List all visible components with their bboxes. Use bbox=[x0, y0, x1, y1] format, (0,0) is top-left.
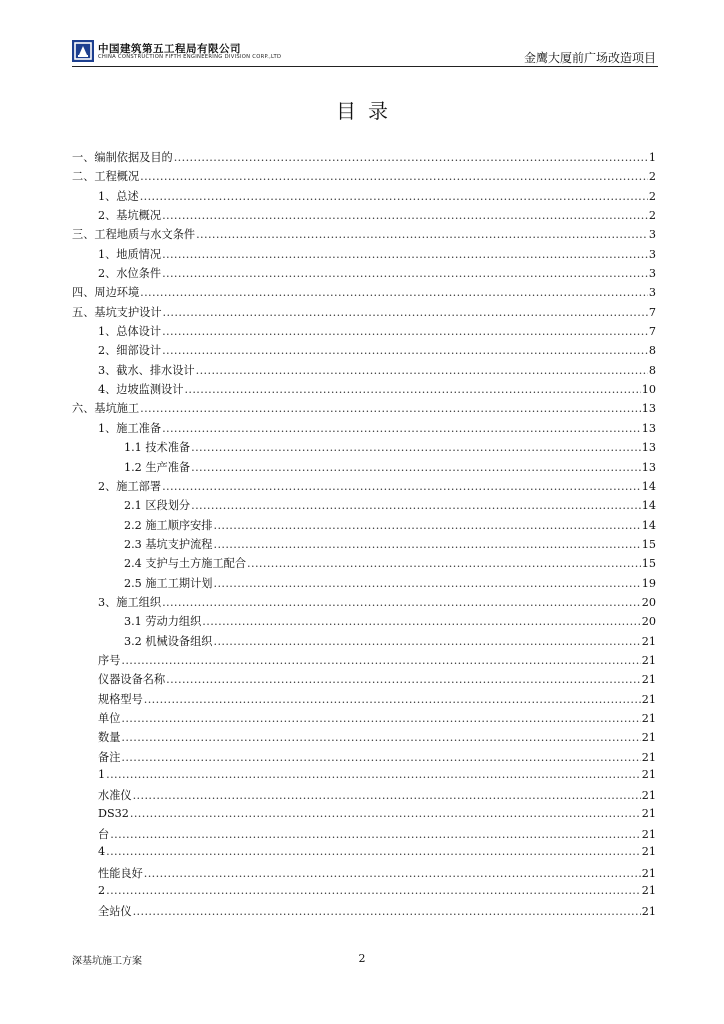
footer-doc-title: 深基坑施工方案 bbox=[72, 956, 142, 967]
toc-entry-text: 台 bbox=[98, 828, 110, 842]
toc-entry-page: 13 bbox=[641, 402, 656, 416]
toc-entry-page: 13 bbox=[641, 421, 656, 435]
toc-entry-page: 21 bbox=[641, 731, 656, 745]
toc-entry[interactable] bbox=[72, 729, 656, 748]
toc-dot-leader bbox=[191, 461, 641, 474]
toc-dot-leader bbox=[191, 499, 641, 512]
toc-entry-text: 备注 bbox=[98, 750, 121, 764]
toc-dot-leader bbox=[196, 228, 648, 241]
toc-entry-page: 13 bbox=[641, 460, 656, 474]
toc-entry-page: 2 bbox=[648, 170, 656, 184]
toc-entry[interactable] bbox=[72, 149, 656, 168]
toc-entry[interactable] bbox=[72, 323, 656, 342]
toc-entry-text: 1.1 技术准备 bbox=[124, 441, 191, 455]
toc-entry-text: 仪器设备名称 bbox=[98, 673, 166, 687]
toc-entry-text: 单位 bbox=[98, 711, 121, 725]
toc-dot-leader bbox=[121, 654, 640, 667]
toc-dot-leader bbox=[130, 807, 641, 820]
toc-entry-text: 1、地质情况 bbox=[98, 247, 162, 261]
toc-entry[interactable] bbox=[72, 517, 656, 536]
toc-dot-leader bbox=[213, 538, 640, 551]
toc-dot-leader bbox=[121, 751, 640, 764]
toc-entry-text: 四、周边环境 bbox=[72, 286, 140, 300]
toc-entry-page: 10 bbox=[641, 383, 656, 397]
toc-dot-leader bbox=[163, 306, 648, 319]
toc-entry-text: 2、基坑概况 bbox=[98, 209, 162, 223]
toc-entry[interactable] bbox=[72, 903, 656, 922]
company-name-en: CHINA CONSTRUCTION FIFTH ENGINEERING DIVISION CORP.,LTD bbox=[98, 54, 282, 60]
toc-entry-page: 21 bbox=[641, 692, 656, 706]
toc-entry-text: 2.4 支护与土方施工配合 bbox=[124, 557, 247, 571]
toc-entry[interactable] bbox=[72, 710, 656, 729]
table-of-contents bbox=[72, 149, 656, 923]
toc-entry-page: 7 bbox=[648, 305, 656, 319]
toc-dot-leader bbox=[162, 248, 648, 261]
toc-entry[interactable] bbox=[72, 342, 656, 361]
toc-entry[interactable] bbox=[72, 768, 656, 787]
toc-entry-text: 1.2 生产准备 bbox=[124, 460, 191, 474]
toc-entry[interactable] bbox=[72, 439, 656, 458]
toc-entry-text: 2、施工部署 bbox=[98, 479, 162, 493]
toc-dot-leader bbox=[202, 615, 640, 628]
toc-dot-leader bbox=[162, 209, 648, 222]
toc-dot-leader bbox=[140, 190, 648, 203]
toc-entry[interactable] bbox=[72, 749, 656, 768]
toc-entry[interactable] bbox=[72, 652, 656, 671]
toc-entry-text: 一、编制依据及目的 bbox=[72, 151, 173, 164]
toc-entry-text: 数量 bbox=[98, 731, 121, 745]
toc-entry-page: 21 bbox=[641, 711, 656, 725]
toc-entry[interactable] bbox=[72, 691, 656, 710]
toc-dot-leader bbox=[162, 480, 641, 493]
toc-dot-leader bbox=[247, 557, 641, 570]
toc-entry-text: 3、施工组织 bbox=[98, 595, 162, 609]
toc-dot-leader bbox=[213, 635, 640, 648]
toc-entry-text: 2 bbox=[98, 884, 106, 898]
toc-dot-leader bbox=[133, 905, 641, 918]
toc-entry[interactable] bbox=[72, 420, 656, 439]
toc-entry-text: 水准仪 bbox=[98, 789, 132, 803]
toc-dot-leader bbox=[162, 344, 648, 357]
toc-dot-leader bbox=[144, 693, 641, 706]
toc-entry[interactable] bbox=[72, 633, 656, 652]
toc-entry-text: 3.2 机械设备组织 bbox=[124, 634, 213, 648]
toc-entry[interactable] bbox=[72, 555, 656, 574]
toc-entry-page: 21 bbox=[641, 634, 656, 648]
toc-entry[interactable] bbox=[72, 478, 656, 497]
toc-entry-text: 全站仪 bbox=[98, 905, 132, 919]
toc-entry-page: 2 bbox=[648, 209, 656, 223]
toc-entry-text: 1、施工准备 bbox=[98, 421, 162, 435]
toc-dot-leader bbox=[106, 768, 641, 781]
toc-entry-text: 4 bbox=[98, 845, 106, 859]
toc-dot-leader bbox=[162, 325, 648, 338]
toc-entry-page: 21 bbox=[641, 653, 656, 667]
toc-entry[interactable] bbox=[72, 265, 656, 284]
toc-entry[interactable] bbox=[72, 807, 656, 826]
company-logo-icon bbox=[72, 40, 94, 62]
toc-entry-page: 20 bbox=[641, 615, 656, 629]
toc-dot-leader bbox=[110, 828, 641, 841]
toc-entry[interactable] bbox=[72, 575, 656, 594]
toc-entry-text: 1 bbox=[98, 768, 106, 781]
toc-entry-page: 3 bbox=[648, 247, 656, 261]
toc-dot-leader bbox=[106, 884, 641, 897]
company-name-cn: 中国建筑第五工程局有限公司 bbox=[98, 43, 241, 55]
toc-entry[interactable] bbox=[72, 613, 656, 632]
toc-entry-page: 21 bbox=[641, 828, 656, 842]
toc-dot-leader bbox=[162, 596, 641, 609]
toc-dot-leader bbox=[106, 845, 641, 858]
toc-entry-page: 21 bbox=[641, 845, 656, 859]
toc-entry-page: 21 bbox=[641, 789, 656, 803]
toc-entry-page: 3 bbox=[648, 267, 656, 281]
toc-entry-page: 19 bbox=[641, 576, 656, 590]
toc-dot-leader bbox=[121, 712, 640, 725]
toc-entry[interactable] bbox=[72, 304, 656, 323]
toc-entry-page: 1 bbox=[648, 151, 656, 164]
toc-entry-page: 21 bbox=[641, 905, 656, 919]
toc-entry-page: 14 bbox=[641, 499, 656, 513]
toc-entry-text: 2.2 施工顺序安排 bbox=[124, 518, 213, 532]
toc-entry-text: 五、基坑支护设计 bbox=[72, 305, 162, 319]
toc-entry-text: 2.5 施工工期计划 bbox=[124, 576, 213, 590]
toc-entry[interactable] bbox=[72, 536, 656, 555]
toc-entry[interactable] bbox=[72, 826, 656, 845]
toc-entry-page: 21 bbox=[641, 806, 656, 820]
toc-entry-text: 序号 bbox=[98, 653, 121, 667]
toc-entry[interactable] bbox=[72, 459, 656, 478]
toc-entry-text: 1、总述 bbox=[98, 189, 139, 203]
toc-dot-leader bbox=[162, 267, 648, 280]
toc-dot-leader bbox=[174, 151, 648, 164]
toc-dot-leader bbox=[144, 867, 641, 880]
toc-entry[interactable] bbox=[72, 362, 656, 381]
toc-entry[interactable] bbox=[72, 168, 656, 187]
toc-dot-leader bbox=[140, 170, 648, 183]
toc-entry-page: 15 bbox=[641, 557, 656, 571]
toc-entry-text: 3、截水、排水设计 bbox=[98, 363, 195, 377]
toc-entry-page: 8 bbox=[648, 363, 656, 377]
toc-dot-leader bbox=[213, 577, 640, 590]
toc-entry-page: 8 bbox=[648, 344, 656, 358]
toc-entry-page: 21 bbox=[641, 750, 656, 764]
toc-dot-leader bbox=[166, 673, 641, 686]
toc-entry[interactable] bbox=[72, 787, 656, 806]
toc-entry-page: 3 bbox=[648, 228, 656, 242]
toc-entry-page: 21 bbox=[641, 866, 656, 880]
toc-entry[interactable] bbox=[72, 381, 656, 400]
footer-page-number: 2 bbox=[358, 952, 366, 965]
toc-entry-page: 21 bbox=[641, 768, 656, 781]
toc-entry-page: 21 bbox=[641, 884, 656, 898]
toc-entry-page: 21 bbox=[641, 673, 656, 687]
toc-entry[interactable] bbox=[72, 400, 656, 419]
toc-dot-leader bbox=[162, 422, 641, 435]
toc-entry-page: 7 bbox=[648, 325, 656, 339]
toc-entry[interactable] bbox=[72, 226, 656, 245]
toc-entry-page: 15 bbox=[641, 537, 656, 551]
toc-entry-text: 性能良好 bbox=[98, 866, 143, 880]
page-header bbox=[72, 40, 658, 67]
toc-entry-text: 1、总体设计 bbox=[98, 325, 162, 339]
toc-entry-page: 3 bbox=[648, 286, 656, 300]
page-title: 目录 bbox=[336, 99, 400, 123]
toc-entry-text: 规格型号 bbox=[98, 692, 143, 706]
toc-entry-page: 13 bbox=[641, 441, 656, 455]
toc-entry-text: DS32 bbox=[98, 806, 129, 820]
toc-entry[interactable] bbox=[72, 845, 656, 864]
toc-entry-text: 2.3 基坑支护流程 bbox=[124, 537, 213, 551]
toc-entry-text: 六、基坑施工 bbox=[72, 402, 140, 416]
toc-entry[interactable] bbox=[72, 188, 656, 207]
toc-entry[interactable] bbox=[72, 594, 656, 613]
toc-entry[interactable] bbox=[72, 865, 656, 884]
toc-dot-leader bbox=[140, 402, 641, 415]
toc-dot-leader bbox=[213, 519, 640, 532]
toc-entry[interactable] bbox=[72, 671, 656, 690]
toc-dot-leader bbox=[196, 364, 648, 377]
toc-entry-page: 14 bbox=[641, 518, 656, 532]
toc-entry[interactable] bbox=[72, 246, 656, 265]
toc-entry-page: 20 bbox=[641, 595, 656, 609]
toc-entry[interactable] bbox=[72, 497, 656, 516]
toc-entry-text: 二、工程概况 bbox=[72, 170, 140, 184]
toc-entry-page: 14 bbox=[641, 479, 656, 493]
project-name: 金鹰大厦前广场改造项目 bbox=[523, 51, 656, 65]
toc-dot-leader bbox=[191, 441, 641, 454]
toc-entry-text: 3.1 劳动力组织 bbox=[124, 615, 202, 629]
toc-dot-leader bbox=[133, 789, 641, 802]
toc-dot-leader bbox=[140, 286, 648, 299]
toc-entry-text: 三、工程地质与水文条件 bbox=[72, 228, 196, 242]
toc-entry-text: 2.1 区段划分 bbox=[124, 499, 191, 513]
toc-entry[interactable] bbox=[72, 884, 656, 903]
toc-entry-text: 2、细部设计 bbox=[98, 344, 162, 358]
toc-entry-page: 2 bbox=[648, 189, 656, 203]
toc-entry-text: 4、边坡监测设计 bbox=[98, 383, 184, 397]
toc-dot-leader bbox=[184, 383, 640, 396]
toc-entry[interactable] bbox=[72, 284, 656, 303]
toc-entry-text: 2、水位条件 bbox=[98, 267, 162, 281]
toc-dot-leader bbox=[121, 731, 640, 744]
toc-entry[interactable] bbox=[72, 207, 656, 226]
